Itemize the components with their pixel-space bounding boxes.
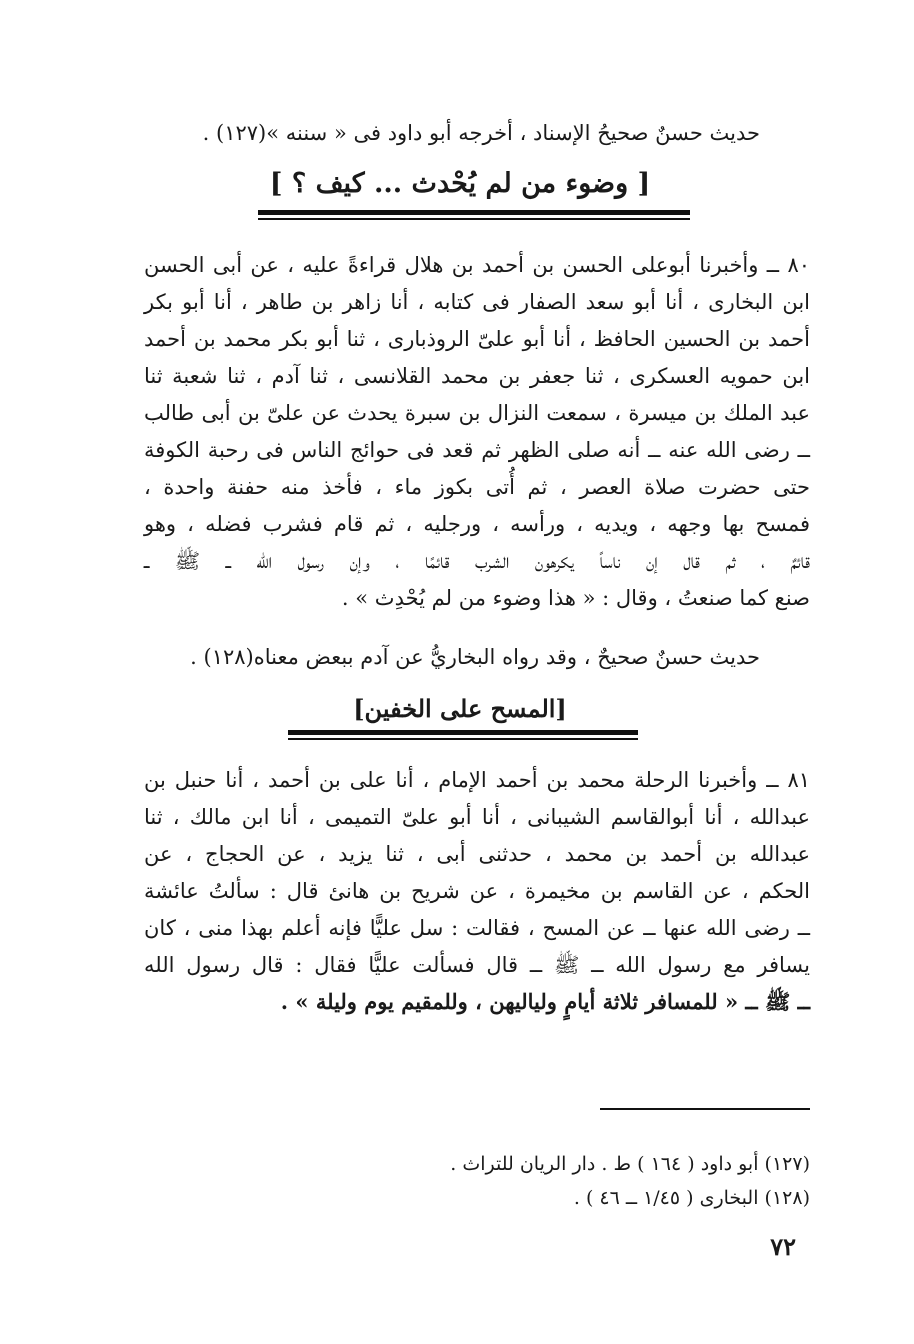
text-line: ٨٠ ــ وأخبرنا أبوعلى الحسن بن أحمد بن هلال قراءةً عليه ، عن أبى الحسن: [144, 253, 810, 277]
heading-rule-thin: [288, 738, 638, 740]
footnote-128: (١٢٨) البخارى ( ١/٤٥ ــ ٤٦ ) .: [573, 1187, 810, 1209]
heading-rule-thin: [258, 218, 690, 220]
text-line: الحكم ، عن القاسم بن مخيمرة ، عن شريح بن هانئ قال : سألتُ عائشة: [144, 879, 810, 903]
text-line: حتى حضرت صلاة العصر ، ثم أُتى بكوز ماء ، فأخذ منه حفنة واحدة ،: [144, 475, 810, 499]
text-line: فمسح بها وجهه ، ويديه ، ورأسه ، ورجليه ، ثم قام فشرب فضله ، وهو: [144, 512, 810, 536]
text-line: ٨١ ــ وأخبرنا الرحلة محمد بن أحمد الإمام ، أنا على بن أحمد ، أنا حنبل بن: [144, 768, 810, 792]
text-line: عبدالله ، أنا أبوالقاسم الشيبانى ، أنا أبو علىّ التميمى ، أنا ابن مالك ، ثنا: [144, 805, 810, 829]
footnote-127: (١٢٧) أبو داود ( ١٦٤ ) ط . دار الريان للتراث .: [450, 1153, 810, 1175]
text-line: عبد الملك بن ميسرة ، سمعت النزال بن سبرة يحدث عن علىّ بن أبى طالب: [144, 401, 810, 425]
text-line-last: ــ ﷺ ــ « للمسافر ثلاثة أيامٍ ولياليهن ، وللمقيم يوم وليلة » .: [280, 989, 810, 1014]
hadith-grade-note-1: حديث حسنٌ صحيحُ الإسناد ، أخرجه أبو داود فى « سننه »(١٢٧) .: [202, 121, 760, 145]
text-line: يسافر مع رسول الله ــ ﷺ ــ قال فسألت عليًّا فقال : قال رسول الله: [144, 953, 810, 977]
text-line: عبدالله بن أحمد بن محمد ، حدثنى أبى ، ثنا يزيد ، عن الحجاج ، عن: [144, 842, 810, 866]
text-line-last: صنع كما صنعتُ ، وقال : « هذا وضوء من لم يُحْدِث » .: [341, 586, 810, 610]
text-line: ــ رضى الله عنها ــ عن المسح ، فقالت : سل عليًّا فإنه أعلم بهذا منى ، كان: [144, 916, 810, 940]
heading-rule-thick: [288, 730, 638, 735]
text-line: ابن البخارى ، أنا أبو سعد الصفار فى كتابه ، أنا زاهر بن طاهر ، أنا أبو بكر: [144, 290, 810, 314]
footnote-separator: [600, 1108, 810, 1110]
text-line: أحمد بن الحسين الحافظ ، أنا أبو علىّ الروذبارى ، ثنا أبو بكر محمد بن أحمد: [144, 327, 810, 351]
section-heading-wudu: [ وضوء من لم يُحْدث ... كيف ؟ ]: [269, 168, 651, 199]
text-line: ابن حمويه العسكرى ، ثنا جعفر بن محمد القلانسى ، ثنا آدم ، ثنا شعبة ثنا: [144, 364, 810, 388]
hadith-grade-note-2: حديث حسنٌ صحيحٌ ، وقد رواه البخاريُّ عن آدم ببعض معناه(١٢٨) .: [190, 645, 760, 669]
section-heading-khuffayn: [المسح على الخفين]: [353, 694, 567, 723]
heading-rule-thick: [258, 210, 690, 215]
text-line: ــ رضى الله عنه ــ أنه صلى الظهر ثم قعد فى حوائج الناس فى رحبة الكوفة: [144, 438, 810, 462]
text-line: قائمٌ ، ثم قال إن ناساً يكرهون الشرب قائمًا ، وإن رسول الله ــ ﷺ ــ: [144, 549, 810, 573]
page-number: ٧٢: [770, 1232, 796, 1261]
